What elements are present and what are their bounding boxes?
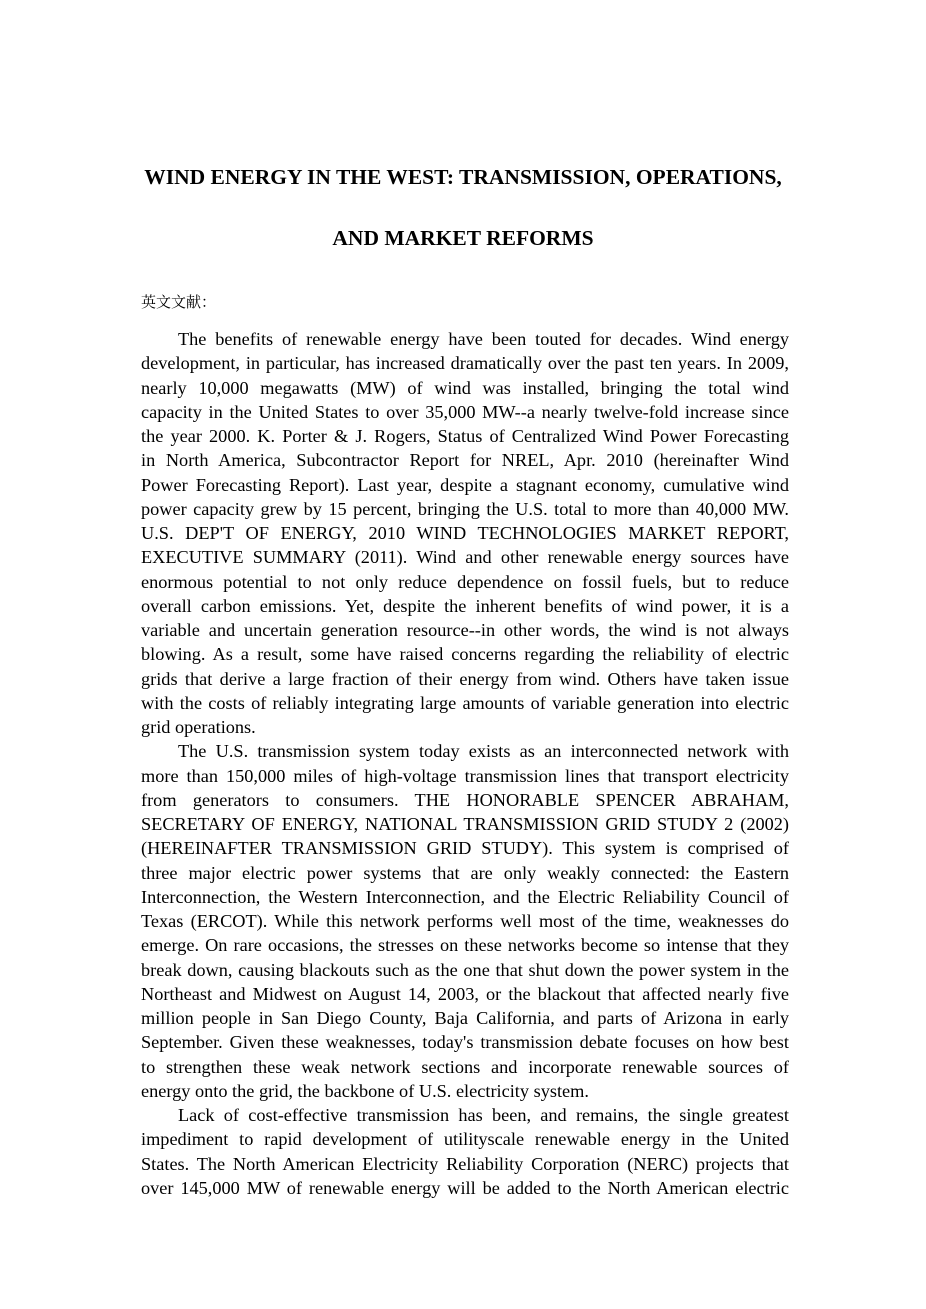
body-line: September. Given these weaknesses, today's transmission debate focuses on how best	[141, 1032, 789, 1053]
body-line: nearly 10,000 megawatts (MW) of wind was installed, bringing the total wind	[141, 377, 789, 398]
body-line: power capacity grew by 15 percent, bringing the U.S. total to more than 40,000 MW.	[141, 498, 789, 519]
body-line: emerge. On rare occasions, the stresses on these networks become so intense that they	[141, 935, 789, 956]
body-line: (HEREINAFTER TRANSMISSION GRID STUDY). This system is comprised of	[141, 838, 789, 859]
body-line: more than 150,000 miles of high-voltage transmission lines that transport electricity	[141, 765, 789, 786]
document-title-line-1: WIND ENERGY IN THE WEST: TRANSMISSION, OPERATIONS,	[144, 165, 782, 189]
body-line: the year 2000. K. Porter & J. Rogers, Status of Centralized Wind Power Forecasting	[141, 426, 789, 446]
paragraph-3	[141, 1103, 789, 1200]
body-line: with the costs of reliably integrating large amounts of variable generation into electric	[141, 692, 789, 713]
body-line: The benefits of renewable energy have been touted for decades. Wind energy	[178, 329, 789, 349]
body-line: overall carbon emissions. Yet, despite the inherent benefits of wind power, it is a	[141, 595, 789, 616]
body-line: grids that derive a large fraction of their energy from wind. Others have taken issue	[141, 668, 789, 689]
body-line: million people in San Diego County, Baja California, and parts of Arizona in early	[141, 1008, 789, 1028]
body-line: from generators to consumers. THE HONORABLE SPENCER ABRAHAM,	[141, 789, 789, 810]
body-line: variable and uncertain generation resource--in other words, the wind is not always	[141, 620, 789, 640]
body-line: grid operations.	[141, 717, 256, 737]
body-line: to strengthen these weak network sections and incorporate renewable sources of	[141, 1056, 789, 1077]
section-label: 英文文献：	[141, 293, 217, 311]
body-line: Texas (ERCOT). While this network performs well most of the time, weaknesses do	[141, 911, 789, 931]
body-line: Northeast and Midwest on August 14, 2003, or the blackout that affected nearly five	[141, 983, 789, 1004]
body-line: in North America, Subcontractor Report for NREL, Apr. 2010 (hereinafter Wind	[141, 450, 789, 471]
paragraph-2	[141, 739, 789, 1103]
body-line: enormous potential to not only reduce dependence on fossil fuels, but to reduce	[141, 571, 789, 592]
document-body	[141, 327, 789, 1200]
body-line: impediment to rapid development of utilityscale renewable energy in the United	[141, 1129, 789, 1150]
body-line: Power Forecasting Report). Last year, despite a stagnant economy, cumulative wind	[141, 474, 789, 495]
body-line: over 145,000 MW of renewable energy will be added to the North American electric	[141, 1177, 789, 1198]
body-line: States. The North American Electricity Reliability Corporation (NERC) projects that	[141, 1153, 789, 1174]
body-line: three major electric power systems that are only weakly connected: the Eastern	[141, 862, 789, 883]
body-line: blowing. As a result, some have raised concerns regarding the reliability of electric	[141, 644, 789, 665]
body-line: break down, causing blackouts such as the one that shut down the power system in the	[141, 959, 789, 980]
body-line: SECRETARY OF ENERGY, NATIONAL TRANSMISSION GRID STUDY 2 (2002)	[141, 814, 789, 834]
body-line: Lack of cost-effective transmission has been, and remains, the single greatest	[178, 1105, 789, 1125]
body-line: U.S. DEP'T OF ENERGY, 2010 WIND TECHNOLOGIES MARKET REPORT,	[141, 523, 789, 543]
document-title-line-2: AND MARKET REFORMS	[332, 226, 594, 250]
body-line: Interconnection, the Western Interconnection, and the Electric Reliability Council of	[141, 886, 789, 907]
paragraph-1	[141, 327, 789, 739]
body-line: development, in particular, has increased dramatically over the past ten years. In 2009,	[141, 353, 789, 374]
body-line: energy onto the grid, the backbone of U.S. electricity system.	[141, 1080, 589, 1101]
body-line: capacity in the United States to over 35,000 MW--a nearly twelve-fold increase since	[141, 401, 789, 422]
body-line: EXECUTIVE SUMMARY (2011). Wind and other renewable energy sources have	[141, 547, 789, 568]
body-line: The U.S. transmission system today exists as an interconnected network with	[178, 741, 789, 762]
